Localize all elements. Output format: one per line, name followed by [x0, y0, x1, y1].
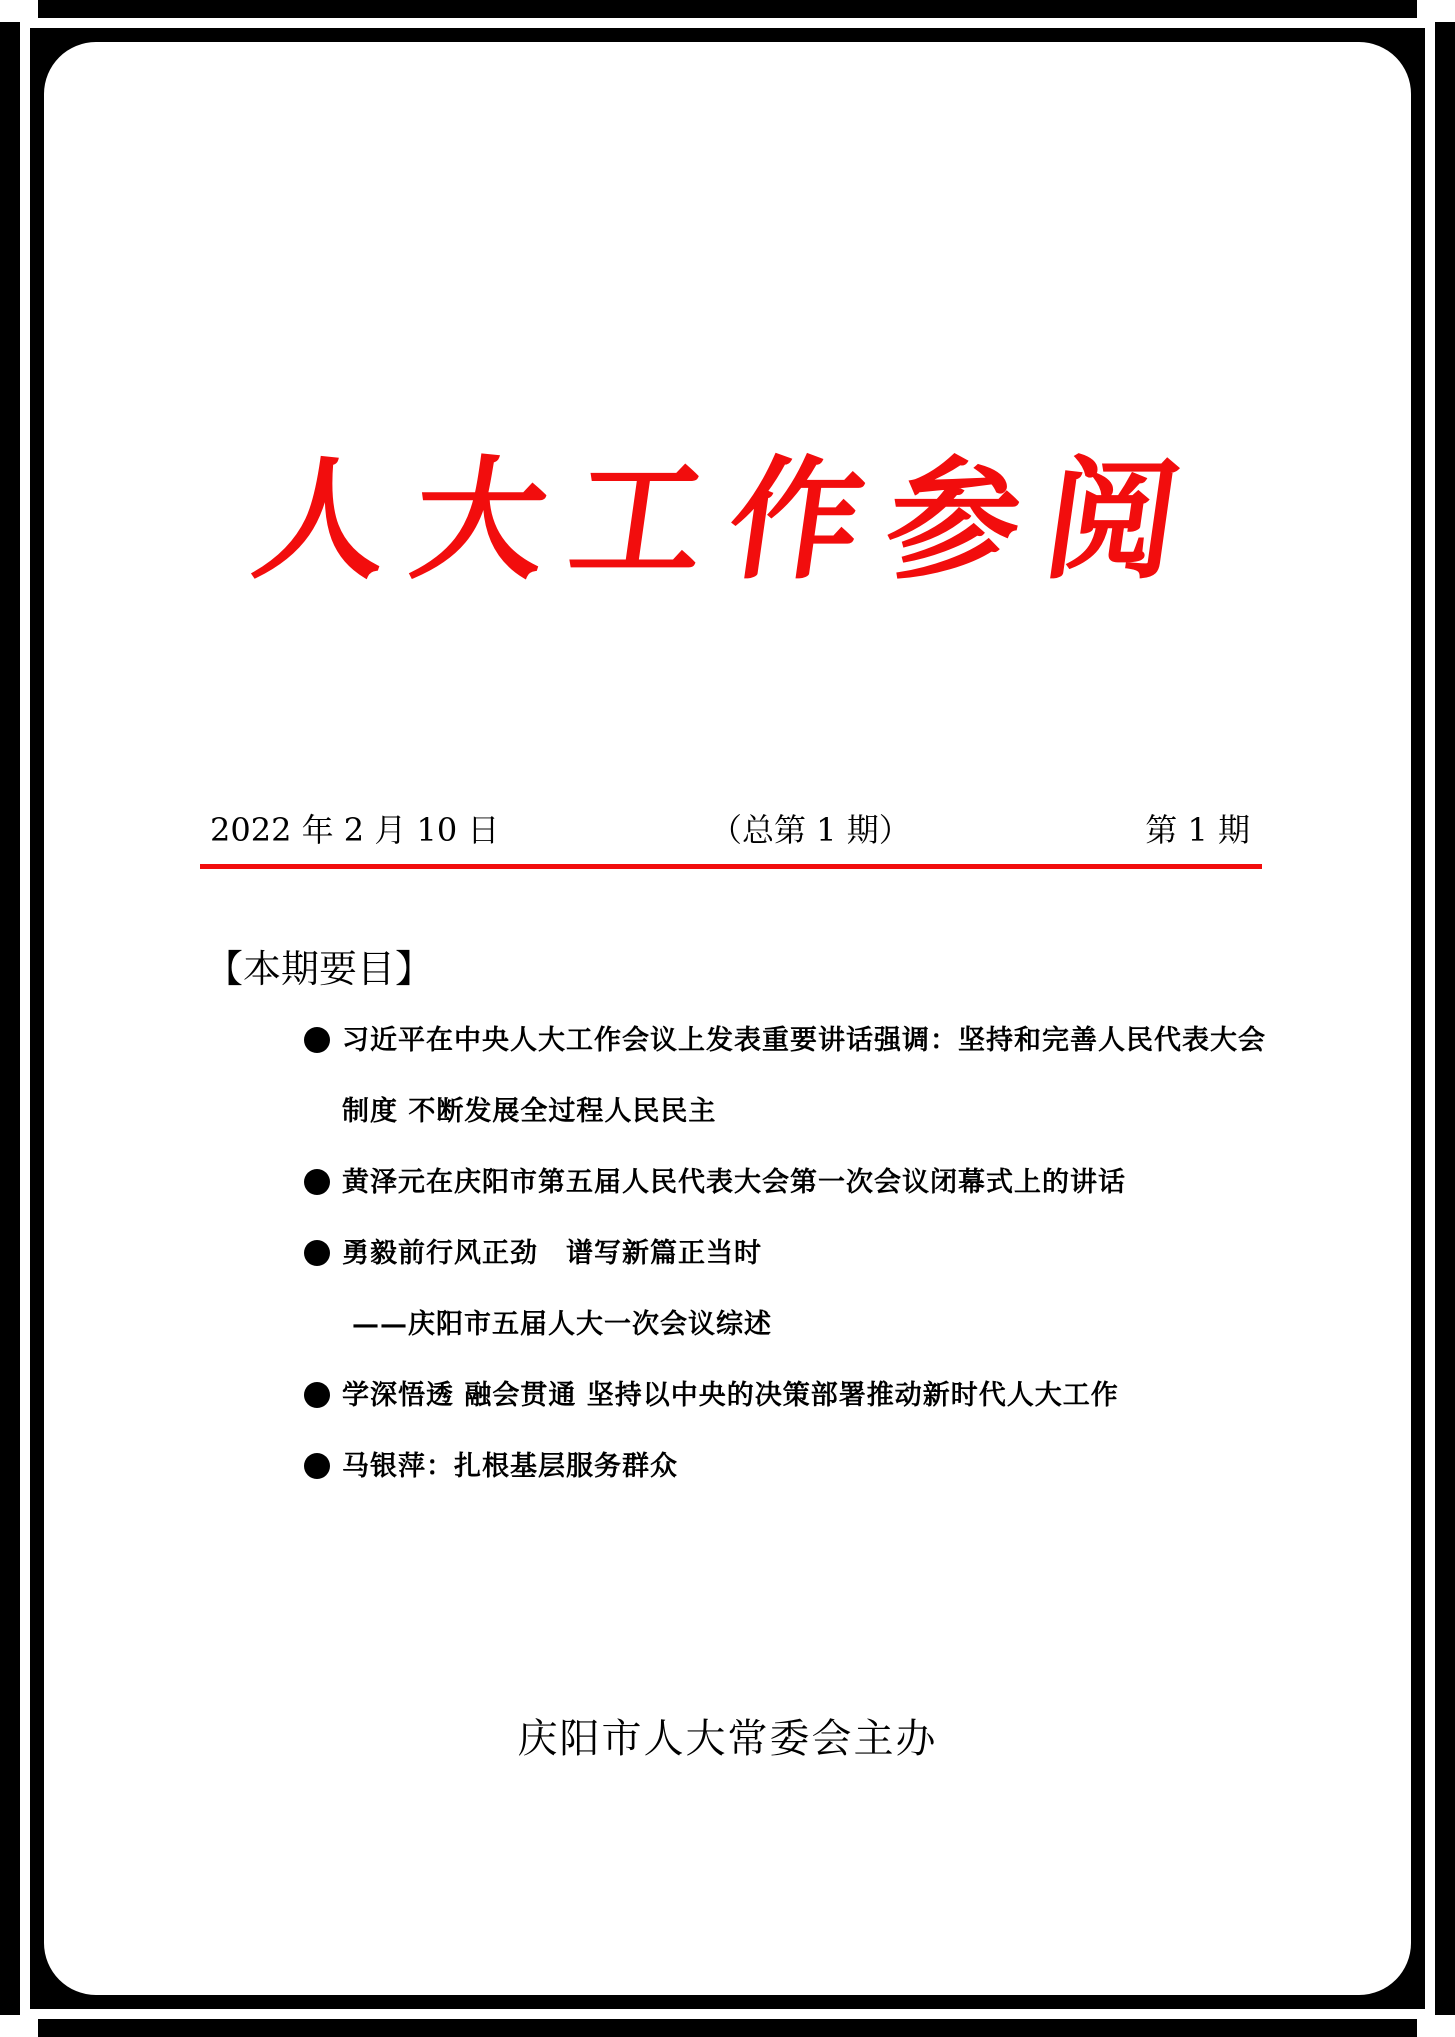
contents-item-text: 黄泽元在庆阳市第五届人民代表大会第一次会议闭幕式上的讲话 — [342, 1167, 1126, 1198]
red-divider-line — [200, 864, 1262, 869]
contents-list — [300, 1005, 1275, 1502]
total-issue-number: （总第 1 期） — [710, 811, 911, 849]
contents-item — [300, 1147, 1275, 1218]
bullet-icon — [304, 1169, 330, 1195]
bullet-icon — [304, 1027, 330, 1053]
corner-notch-bottom-left — [0, 2015, 38, 2037]
masthead — [210, 805, 1260, 855]
sponsor-line: 庆阳市人大常委会主办 — [517, 1716, 938, 1762]
corner-notch-top-left — [0, 0, 38, 22]
issue-number: 第 1 期 — [1145, 811, 1250, 849]
contents-item — [300, 1005, 1275, 1147]
publication-title: 人大工作参阅 — [245, 443, 1215, 598]
issue-date: 2022 年 2 月 10 日 — [210, 811, 500, 849]
contents-item — [300, 1218, 1275, 1360]
contents-item — [300, 1360, 1275, 1431]
contents-item-text: 学深悟透 融会贯通 坚持以中央的决策部署推动新时代人大工作 — [342, 1380, 1119, 1411]
contents-item — [300, 1431, 1275, 1502]
contents-item-subtitle: ——庆阳市五届人大一次会议综述 — [352, 1309, 772, 1340]
corner-notch-top-right — [1417, 0, 1455, 22]
contents-item-text: 马银萍：扎根基层服务群众 — [342, 1451, 678, 1482]
bullet-icon — [304, 1382, 330, 1408]
bullet-icon — [304, 1240, 330, 1266]
section-heading: 【本期要目】 — [205, 947, 434, 991]
contents-item-text: 勇毅前行风正劲 谱写新篇正当时 — [342, 1238, 762, 1269]
corner-notch-bottom-right — [1417, 2015, 1455, 2037]
contents-item-text: 习近平在中央人大工作会议上发表重要讲话强调：坚持和完善人民代表大会制度 不断发展全过程人民民主 — [342, 1025, 1266, 1127]
bullet-icon — [304, 1453, 330, 1479]
